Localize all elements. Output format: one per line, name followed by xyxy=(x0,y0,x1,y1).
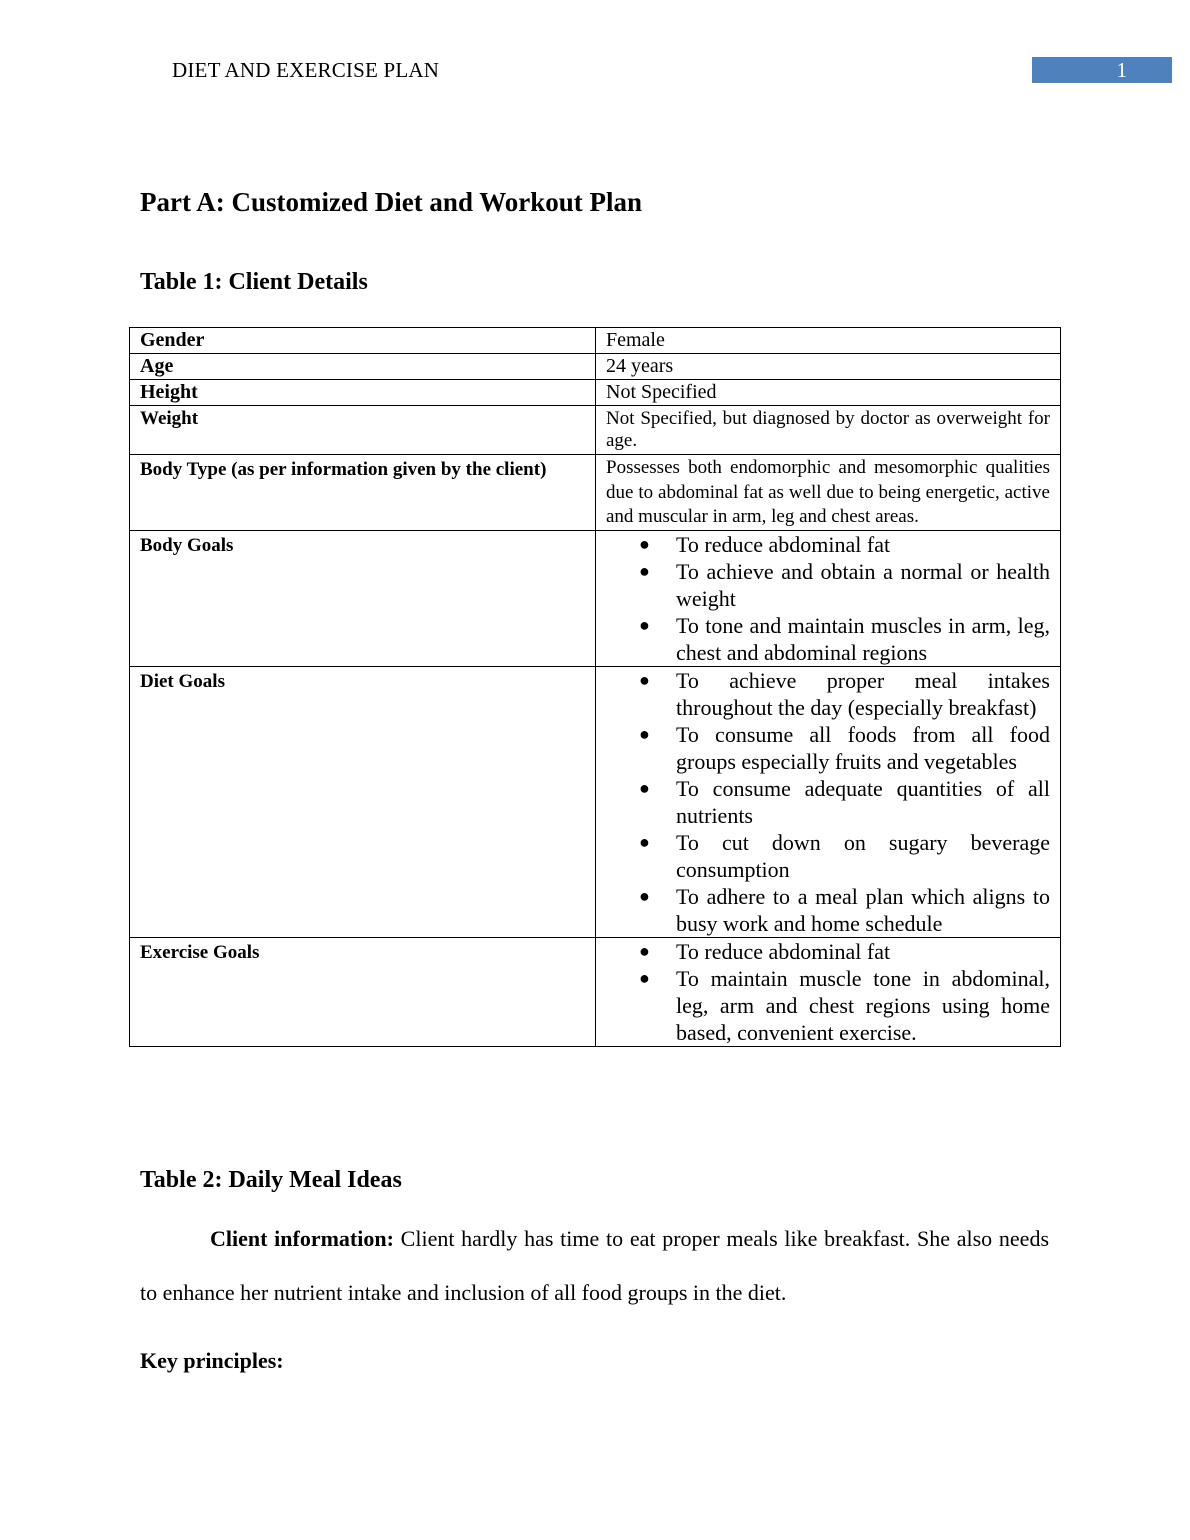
row-value-age: 24 years xyxy=(596,354,1061,380)
row-value-body-type: Possesses both endomorphic and mesomorphic qualities due to abdominal fat as well due to being energetic, active and muscular in arm, leg and chest areas. xyxy=(596,455,1061,531)
bullet-icon: ● xyxy=(639,831,650,852)
key-principles-heading: Key principles: xyxy=(140,1348,284,1373)
list-item: ● To achieve proper meal intakes throughout the day (especially breakfast) xyxy=(639,667,1050,720)
list-item: ● To consume all foods from all food groups especially fruits and vegetables xyxy=(639,721,1050,774)
bullet-icon: ● xyxy=(639,967,650,988)
row-label-height: Height xyxy=(130,380,596,406)
list-item: ● To reduce abdominal fat xyxy=(639,531,891,557)
bullet-icon: ● xyxy=(639,614,650,635)
row-label-gender: Gender xyxy=(130,328,596,354)
row-value-diet-goals xyxy=(596,666,1061,937)
row-value-weight: Not Specified, but diagnosed by doctor as overweight for age. xyxy=(596,406,1061,455)
row-value-body-goals xyxy=(596,530,1061,666)
row-label-body-type: Body Type (as per information given by the client) xyxy=(130,455,596,531)
list-item: ● To adhere to a meal plan which aligns to busy work and home schedule xyxy=(639,883,1050,936)
client-information-label: Client information: xyxy=(210,1226,394,1251)
row-label-weight: Weight xyxy=(130,406,596,455)
list-item: ● To achieve and obtain a normal or health weight xyxy=(639,558,1050,611)
body-goals-list xyxy=(606,531,1050,666)
bullet-icon: ● xyxy=(639,723,650,744)
bullet-icon: ● xyxy=(639,560,650,581)
table-row xyxy=(130,380,1061,406)
client-details-table xyxy=(129,327,1061,1047)
page-number: 1 xyxy=(1032,57,1172,83)
row-value-gender: Female xyxy=(596,328,1061,354)
table-row xyxy=(130,530,1061,666)
row-value-exercise-goals xyxy=(596,937,1061,1046)
list-item: ● To reduce abdominal fat xyxy=(639,938,891,964)
row-label-body-goals: Body Goals xyxy=(130,530,596,666)
bullet-icon: ● xyxy=(639,669,650,690)
table-row xyxy=(130,328,1061,354)
table-row xyxy=(130,666,1061,937)
table2-title: Table 2: Daily Meal Ideas xyxy=(140,1167,402,1193)
row-value-height: Not Specified xyxy=(596,380,1061,406)
running-head: DIET AND EXERCISE PLAN xyxy=(172,58,440,82)
exercise-goals-list xyxy=(606,938,1050,1046)
bullet-icon: ● xyxy=(639,777,650,798)
client-information-paragraph xyxy=(140,1212,1049,1320)
bullet-icon: ● xyxy=(639,885,650,906)
table-row xyxy=(130,354,1061,380)
row-label-diet-goals: Diet Goals xyxy=(130,666,596,937)
client-information-text: Client hardly has time to eat proper meals like breakfast. She also needs to enhance her nutrient intake and inclusion of all food groups in the diet. xyxy=(140,1226,1050,1305)
row-label-exercise-goals: Exercise Goals xyxy=(130,937,596,1046)
table-row xyxy=(130,455,1061,531)
bullet-icon: ● xyxy=(639,533,650,554)
list-item: ● To consume adequate quantities of all nutrients xyxy=(639,775,1050,828)
list-item: ● To maintain muscle tone in abdominal, leg, arm and chest regions using home based, convenient exercise. xyxy=(639,965,1050,1045)
table1-title: Table 1: Client Details xyxy=(140,269,368,295)
row-label-age: Age xyxy=(130,354,596,380)
table-row xyxy=(130,406,1061,455)
table-row xyxy=(130,937,1061,1046)
list-item: ● To cut down on sugary beverage consumption xyxy=(639,829,1050,882)
bullet-icon: ● xyxy=(639,940,650,961)
list-item: ● To tone and maintain muscles in arm, leg, chest and abdominal regions xyxy=(639,612,1050,665)
diet-goals-list xyxy=(606,667,1050,937)
part-title: Part A: Customized Diet and Workout Plan xyxy=(140,187,643,217)
